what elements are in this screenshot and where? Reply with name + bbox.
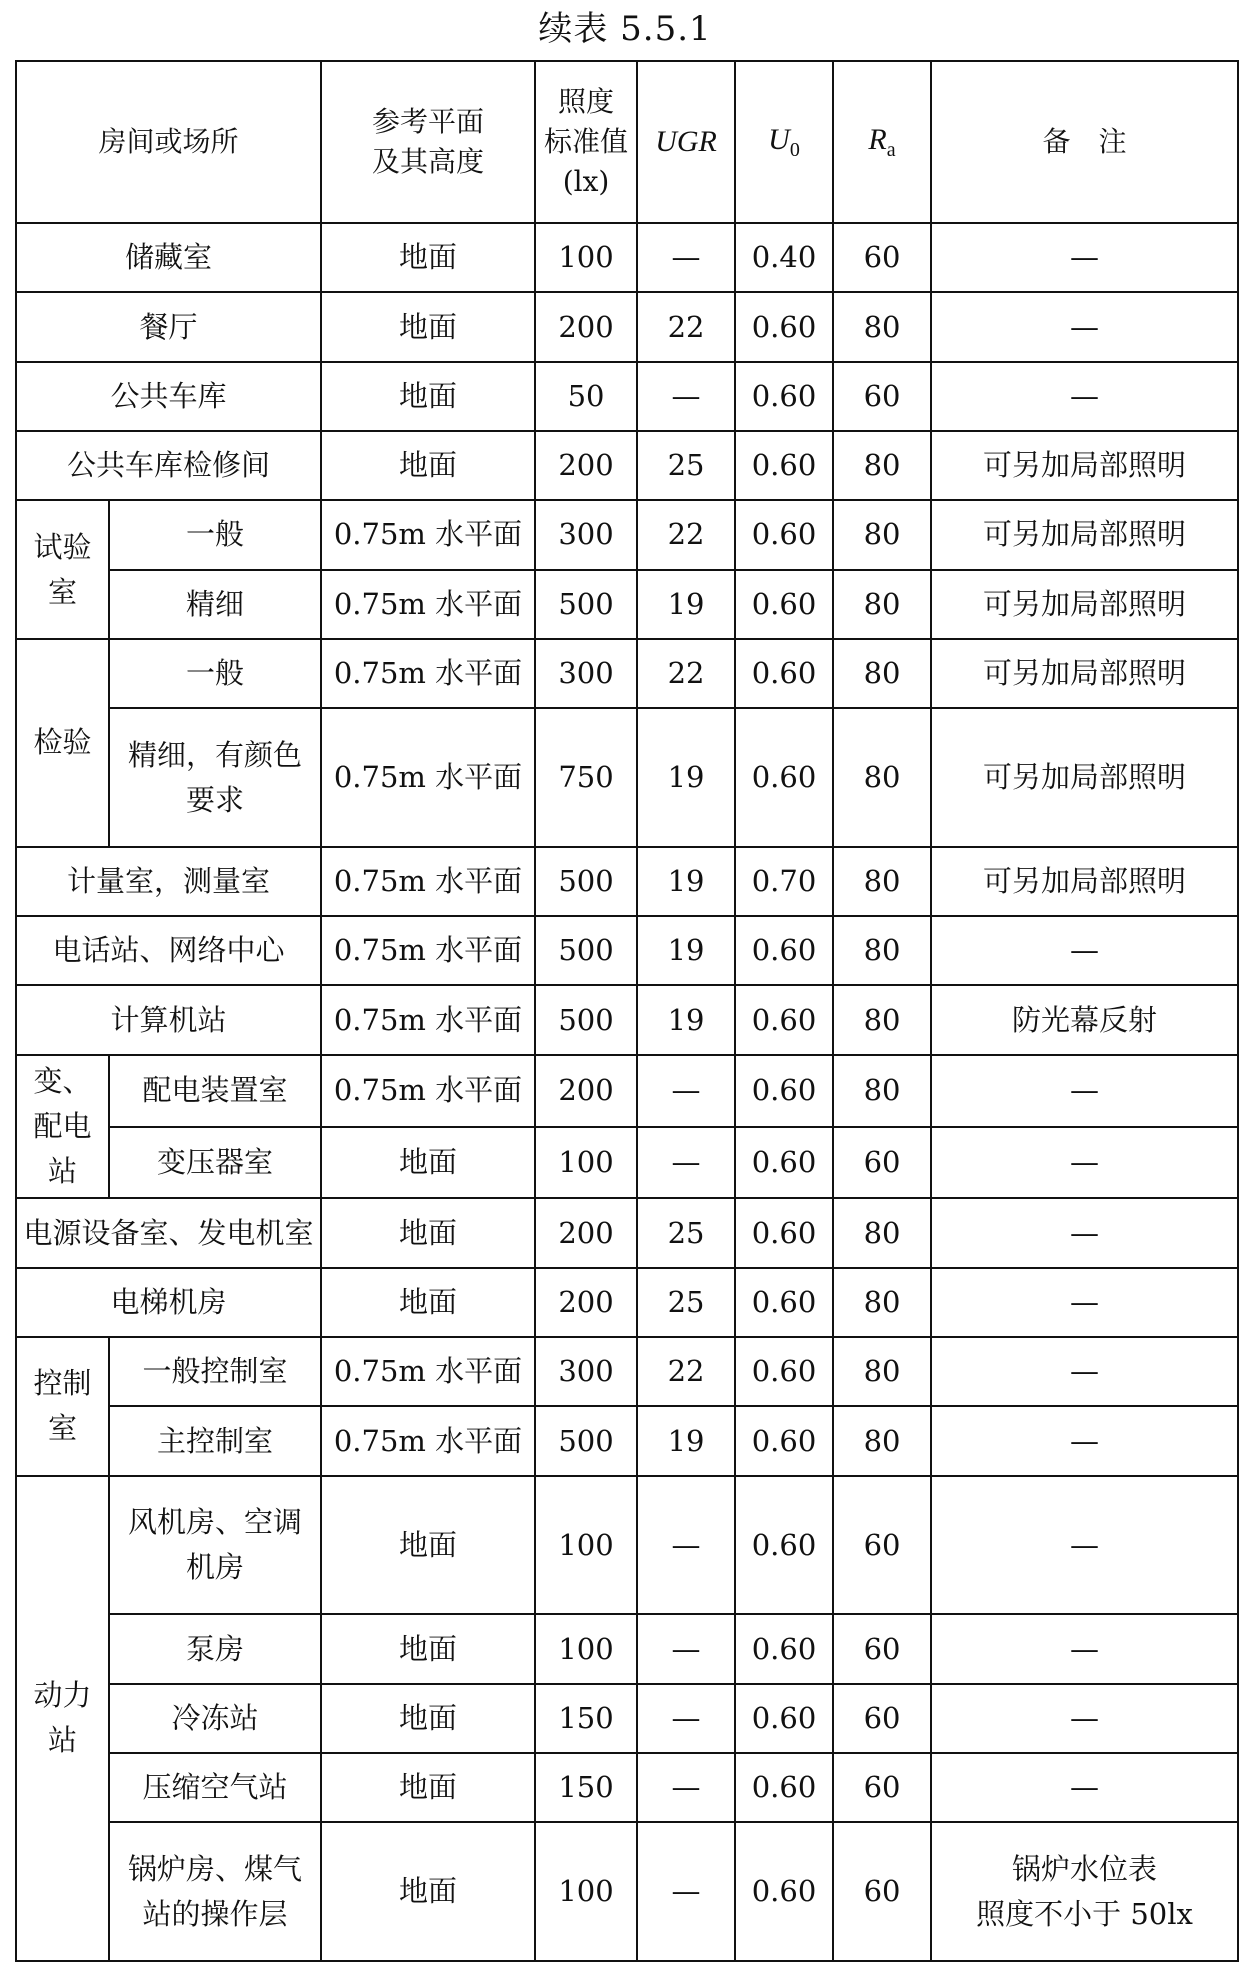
illuminance-value: 500 bbox=[535, 1406, 637, 1475]
ugr-value: 25 bbox=[637, 1198, 735, 1267]
note-value: 可另加局部照明 bbox=[931, 708, 1238, 847]
header-ugr-label: UGR bbox=[655, 124, 717, 158]
ra-value: 60 bbox=[833, 1127, 931, 1199]
room-subtype: 主控制室 bbox=[109, 1406, 321, 1475]
note-value: — bbox=[931, 1055, 1238, 1127]
ra-value: 80 bbox=[833, 1055, 931, 1127]
illuminance-value: 750 bbox=[535, 708, 637, 847]
header-lux-line3: (lx) bbox=[562, 164, 610, 198]
reference-plane: 地面 bbox=[321, 292, 535, 361]
illuminance-value: 150 bbox=[535, 1753, 637, 1822]
illuminance-standard-table bbox=[15, 60, 1239, 1962]
illuminance-value: 500 bbox=[535, 847, 637, 916]
table-header bbox=[16, 61, 1238, 223]
room-group: 动力站 bbox=[16, 1476, 109, 1961]
table-body bbox=[16, 223, 1238, 1961]
header-ra bbox=[833, 61, 931, 223]
reference-plane: 0.75m 水平面 bbox=[321, 1337, 535, 1406]
reference-plane: 地面 bbox=[321, 223, 535, 292]
ra-value: 60 bbox=[833, 223, 931, 292]
room-subtype-line1: 精细，有颜色 bbox=[128, 737, 303, 772]
illuminance-value: 200 bbox=[535, 431, 637, 500]
ra-value: 80 bbox=[833, 1406, 931, 1475]
reference-plane: 0.75m 水平面 bbox=[321, 847, 535, 916]
room-subtype: 变压器室 bbox=[109, 1127, 321, 1199]
room-subtype bbox=[109, 708, 321, 847]
illuminance-value: 200 bbox=[535, 1198, 637, 1267]
illuminance-value: 200 bbox=[535, 292, 637, 361]
ra-value: 60 bbox=[833, 1614, 931, 1683]
room-name: 计算机站 bbox=[16, 985, 321, 1054]
room-subtype: 一般 bbox=[109, 500, 321, 569]
u0-value: 0.60 bbox=[735, 1684, 833, 1753]
ugr-value: 19 bbox=[637, 570, 735, 639]
table-row bbox=[16, 1127, 1238, 1199]
room-subtype: 冷冻站 bbox=[109, 1684, 321, 1753]
table-row bbox=[16, 916, 1238, 985]
ugr-value: — bbox=[637, 1127, 735, 1199]
table-title: 续表 5.5.1 bbox=[538, 9, 712, 49]
reference-plane: 0.75m 水平面 bbox=[321, 1055, 535, 1127]
u0-value: 0.60 bbox=[735, 1337, 833, 1406]
u0-value: 0.60 bbox=[735, 500, 833, 569]
header-illuminance bbox=[535, 61, 637, 223]
u0-value: 0.60 bbox=[735, 1198, 833, 1267]
u0-value: 0.40 bbox=[735, 223, 833, 292]
u0-value: 0.60 bbox=[735, 1055, 833, 1127]
room-subtype-line2: 机房 bbox=[186, 1550, 245, 1584]
room-name: 公共车库 bbox=[16, 362, 321, 431]
header-u0-main: U bbox=[768, 123, 790, 157]
u0-value: 0.60 bbox=[735, 362, 833, 431]
u0-value: 0.60 bbox=[735, 1476, 833, 1615]
ra-value: 60 bbox=[833, 1753, 931, 1822]
table-row bbox=[16, 1822, 1238, 1961]
illuminance-value: 100 bbox=[535, 1822, 637, 1961]
ra-value: 60 bbox=[833, 1476, 931, 1615]
illuminance-value: 200 bbox=[535, 1268, 637, 1337]
table-row bbox=[16, 1614, 1238, 1683]
illuminance-value: 500 bbox=[535, 570, 637, 639]
illuminance-value: 100 bbox=[535, 1127, 637, 1199]
room-subtype-line2: 站的操作层 bbox=[142, 1896, 288, 1931]
table-row bbox=[16, 431, 1238, 500]
table-row bbox=[16, 362, 1238, 431]
reference-plane: 地面 bbox=[321, 1268, 535, 1337]
table-row bbox=[16, 1684, 1238, 1753]
room-subtype: 压缩空气站 bbox=[109, 1753, 321, 1822]
table-row bbox=[16, 847, 1238, 916]
illuminance-value: 100 bbox=[535, 1476, 637, 1615]
reference-plane: 0.75m 水平面 bbox=[321, 985, 535, 1054]
illuminance-value: 100 bbox=[535, 223, 637, 292]
note-value: — bbox=[931, 1198, 1238, 1267]
table-row bbox=[16, 292, 1238, 361]
room-name: 电话站、网络中心 bbox=[16, 916, 321, 985]
table-row bbox=[16, 1198, 1238, 1267]
room-group: 变、配电站 bbox=[16, 1055, 109, 1199]
ugr-value: — bbox=[637, 362, 735, 431]
ugr-value: 19 bbox=[637, 847, 735, 916]
reference-plane: 地面 bbox=[321, 1127, 535, 1199]
table-row bbox=[16, 1476, 1238, 1615]
table-row bbox=[16, 708, 1238, 847]
room-subtype: 泵房 bbox=[109, 1614, 321, 1683]
u0-value: 0.60 bbox=[735, 1753, 833, 1822]
note-value: — bbox=[931, 1337, 1238, 1406]
illuminance-value: 200 bbox=[535, 1055, 637, 1127]
room-subtype: 精细 bbox=[109, 570, 321, 639]
room-subtype-line1: 锅炉房、煤气 bbox=[128, 1851, 303, 1886]
ugr-value: — bbox=[637, 1055, 735, 1127]
note-value: 可另加局部照明 bbox=[931, 847, 1238, 916]
note-line1: 锅炉水位表 bbox=[1012, 1851, 1158, 1886]
ugr-value: 22 bbox=[637, 500, 735, 569]
note-value: 防光幕反射 bbox=[931, 985, 1238, 1054]
ugr-value: — bbox=[637, 1822, 735, 1961]
note-value: — bbox=[931, 223, 1238, 292]
u0-value: 0.60 bbox=[735, 1127, 833, 1199]
table-row bbox=[16, 500, 1238, 569]
illuminance-value: 300 bbox=[535, 500, 637, 569]
room-group: 试验室 bbox=[16, 500, 109, 639]
reference-plane: 地面 bbox=[321, 1614, 535, 1683]
ugr-value: 19 bbox=[637, 1406, 735, 1475]
ugr-value: 19 bbox=[637, 916, 735, 985]
note-value: 可另加局部照明 bbox=[931, 500, 1238, 569]
room-group: 检验 bbox=[16, 639, 109, 847]
table-row bbox=[16, 570, 1238, 639]
table-row bbox=[16, 1337, 1238, 1406]
ugr-value: 19 bbox=[637, 985, 735, 1054]
header-lux-line1: 照度 bbox=[558, 85, 615, 119]
u0-value: 0.60 bbox=[735, 1822, 833, 1961]
room-name: 储藏室 bbox=[16, 223, 321, 292]
reference-plane: 地面 bbox=[321, 1822, 535, 1961]
room-name: 电梯机房 bbox=[16, 1268, 321, 1337]
room-subtype-line1: 风机房、空调 bbox=[128, 1505, 303, 1540]
room-name: 计量室，测量室 bbox=[16, 847, 321, 916]
reference-plane: 地面 bbox=[321, 362, 535, 431]
u0-value: 0.60 bbox=[735, 431, 833, 500]
ra-value: 80 bbox=[833, 708, 931, 847]
ra-value: 80 bbox=[833, 292, 931, 361]
u0-value: 0.60 bbox=[735, 639, 833, 708]
illuminance-value: 300 bbox=[535, 1337, 637, 1406]
u0-value: 0.60 bbox=[735, 1406, 833, 1475]
note-value: — bbox=[931, 1268, 1238, 1337]
reference-plane: 地面 bbox=[321, 1476, 535, 1615]
table-row bbox=[16, 1055, 1238, 1127]
ugr-value: — bbox=[637, 1684, 735, 1753]
room-subtype-line2: 要求 bbox=[186, 782, 245, 817]
reference-plane: 0.75m 水平面 bbox=[321, 639, 535, 708]
u0-value: 0.60 bbox=[735, 916, 833, 985]
illuminance-value: 300 bbox=[535, 639, 637, 708]
reference-plane: 0.75m 水平面 bbox=[321, 1406, 535, 1475]
reference-plane: 地面 bbox=[321, 1198, 535, 1267]
u0-value: 0.60 bbox=[735, 1614, 833, 1683]
u0-value: 0.60 bbox=[735, 708, 833, 847]
ugr-value: — bbox=[637, 1476, 735, 1615]
ra-value: 80 bbox=[833, 500, 931, 569]
note-value: 可另加局部照明 bbox=[931, 570, 1238, 639]
note-value: — bbox=[931, 1406, 1238, 1475]
u0-value: 0.70 bbox=[735, 847, 833, 916]
note-value bbox=[931, 1822, 1238, 1961]
note-value: — bbox=[931, 1684, 1238, 1753]
header-note: 备 注 bbox=[931, 61, 1238, 223]
illuminance-value: 100 bbox=[535, 1614, 637, 1683]
note-value: 可另加局部照明 bbox=[931, 431, 1238, 500]
ugr-value: 25 bbox=[637, 1268, 735, 1337]
illuminance-value: 50 bbox=[535, 362, 637, 431]
ra-value: 80 bbox=[833, 985, 931, 1054]
header-room: 房间或场所 bbox=[16, 61, 321, 223]
room-subtype: 配电装置室 bbox=[109, 1055, 321, 1127]
illuminance-value: 500 bbox=[535, 916, 637, 985]
note-value: — bbox=[931, 1127, 1238, 1199]
reference-plane: 0.75m 水平面 bbox=[321, 708, 535, 847]
ugr-value: — bbox=[637, 1753, 735, 1822]
ra-value: 80 bbox=[833, 639, 931, 708]
reference-plane: 0.75m 水平面 bbox=[321, 916, 535, 985]
note-value: 可另加局部照明 bbox=[931, 639, 1238, 708]
reference-plane: 地面 bbox=[321, 1684, 535, 1753]
ugr-value: 22 bbox=[637, 292, 735, 361]
room-subtype bbox=[109, 1476, 321, 1615]
reference-plane: 地面 bbox=[321, 431, 535, 500]
illuminance-value: 150 bbox=[535, 1684, 637, 1753]
ra-value: 60 bbox=[833, 1822, 931, 1961]
header-lux-line2: 标准值 bbox=[544, 125, 629, 159]
ra-value: 80 bbox=[833, 570, 931, 639]
room-name: 电源设备室、发电机室 bbox=[16, 1198, 321, 1267]
table-row bbox=[16, 1406, 1238, 1475]
header-plane-line1: 参考平面 bbox=[372, 105, 485, 139]
header-ra-sub: a bbox=[886, 139, 896, 162]
room-subtype: 一般 bbox=[109, 639, 321, 708]
ugr-value: 25 bbox=[637, 431, 735, 500]
note-line2: 照度不小于 50lx bbox=[976, 1896, 1193, 1931]
illuminance-value: 500 bbox=[535, 985, 637, 1054]
ra-value: 80 bbox=[833, 1198, 931, 1267]
header-u0-sub: 0 bbox=[789, 139, 800, 162]
room-name: 公共车库检修间 bbox=[16, 431, 321, 500]
header-plane-line2: 及其高度 bbox=[372, 145, 485, 178]
reference-plane: 0.75m 水平面 bbox=[321, 570, 535, 639]
reference-plane: 地面 bbox=[321, 1753, 535, 1822]
header-ra-main: R bbox=[868, 123, 887, 157]
room-group: 控制室 bbox=[16, 1337, 109, 1476]
table-row bbox=[16, 1753, 1238, 1822]
ra-value: 80 bbox=[833, 1268, 931, 1337]
table-row bbox=[16, 1268, 1238, 1337]
note-value: — bbox=[931, 1476, 1238, 1615]
u0-value: 0.60 bbox=[735, 292, 833, 361]
note-value: — bbox=[931, 1753, 1238, 1822]
table-row bbox=[16, 639, 1238, 708]
u0-value: 0.60 bbox=[735, 1268, 833, 1337]
room-name: 餐厅 bbox=[16, 292, 321, 361]
ugr-value: 22 bbox=[637, 639, 735, 708]
table-row bbox=[16, 223, 1238, 292]
ra-value: 80 bbox=[833, 1337, 931, 1406]
table-row bbox=[16, 985, 1238, 1054]
note-value: — bbox=[931, 916, 1238, 985]
ra-value: 60 bbox=[833, 362, 931, 431]
ugr-value: — bbox=[637, 1614, 735, 1683]
ugr-value: 22 bbox=[637, 1337, 735, 1406]
header-ugr bbox=[637, 61, 735, 223]
u0-value: 0.60 bbox=[735, 985, 833, 1054]
note-value: — bbox=[931, 292, 1238, 361]
ugr-value: 19 bbox=[637, 708, 735, 847]
reference-plane: 0.75m 水平面 bbox=[321, 500, 535, 569]
ra-value: 60 bbox=[833, 1684, 931, 1753]
note-value: — bbox=[931, 362, 1238, 431]
ugr-value: — bbox=[637, 223, 735, 292]
room-subtype bbox=[109, 1822, 321, 1961]
header-u0 bbox=[735, 61, 833, 223]
ra-value: 80 bbox=[833, 916, 931, 985]
room-subtype: 一般控制室 bbox=[109, 1337, 321, 1406]
u0-value: 0.60 bbox=[735, 570, 833, 639]
ra-value: 80 bbox=[833, 847, 931, 916]
note-value: — bbox=[931, 1614, 1238, 1683]
ra-value: 80 bbox=[833, 431, 931, 500]
header-reference-plane bbox=[321, 61, 535, 223]
